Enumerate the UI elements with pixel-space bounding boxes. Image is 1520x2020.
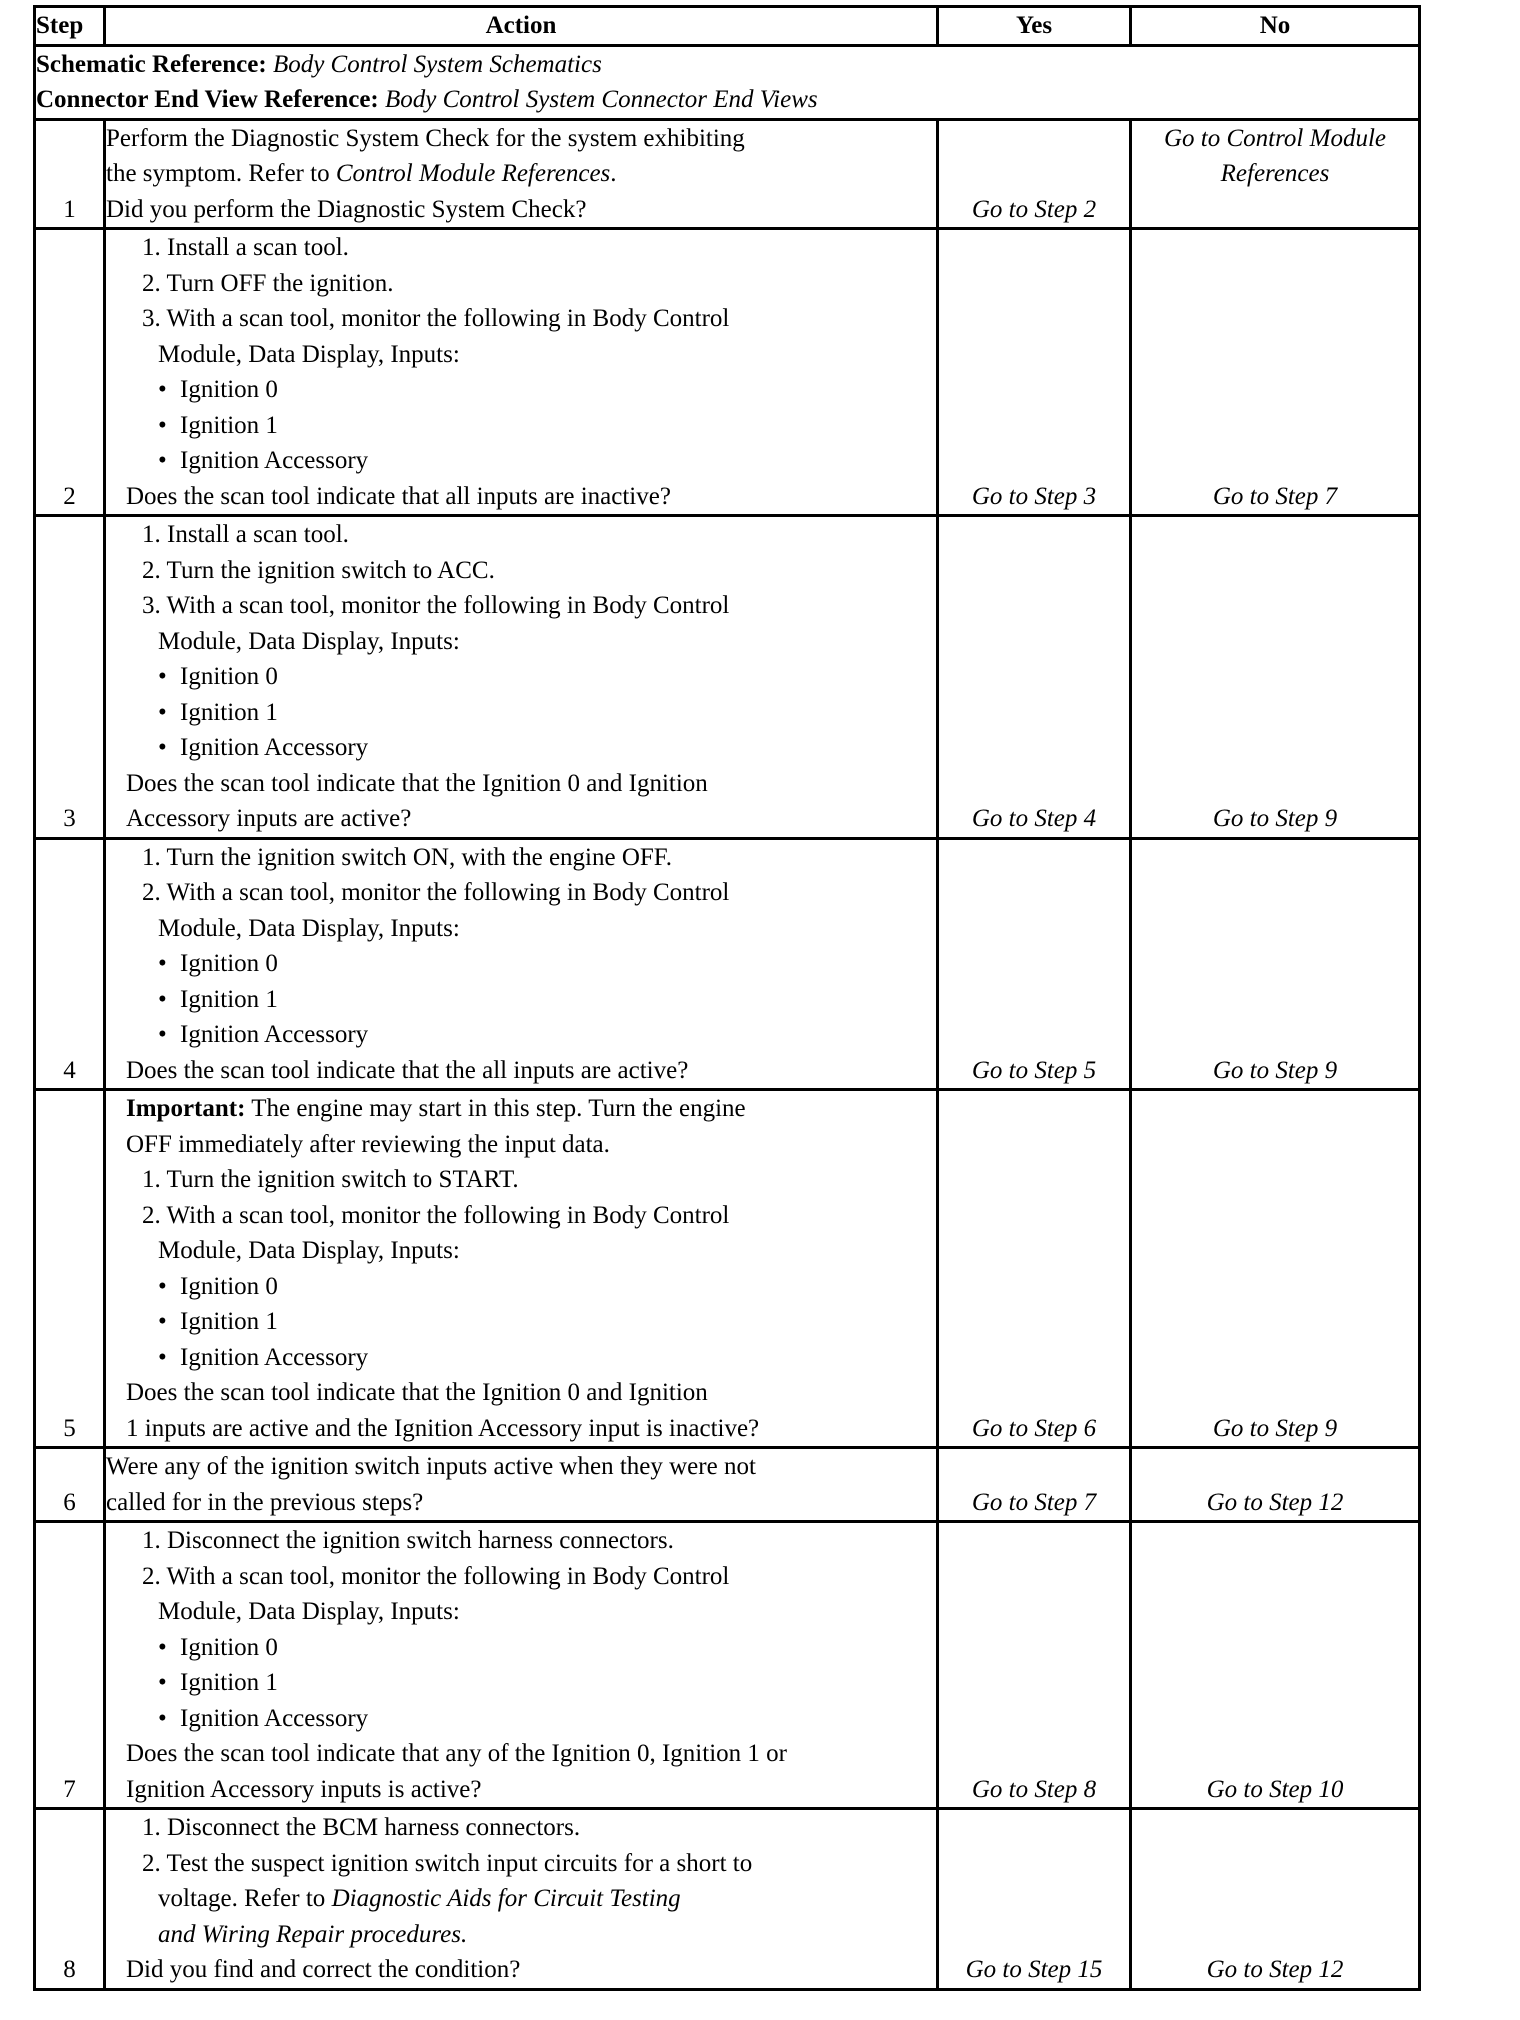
step-action bbox=[105, 1522, 938, 1809]
bullet-item: • Ignition Accessory bbox=[158, 1704, 369, 1732]
bullet-item: • Ignition 0 bbox=[158, 663, 278, 690]
yes-cell[interactable]: Go to Step 8 bbox=[938, 1522, 1131, 1809]
action-question: Does the scan tool indicate that any of the Ignition 0, Ignition 1 or bbox=[126, 1740, 787, 1767]
action-question: called for in the previous steps? bbox=[106, 1488, 424, 1516]
action-line: 3. With a scan tool, monitor the following in Body Control bbox=[142, 305, 730, 332]
step-action bbox=[105, 516, 938, 839]
bullet-text: Ignition 0 bbox=[180, 1633, 278, 1661]
action-line: 2. With a scan tool, monitor the following in Body Control bbox=[142, 1201, 730, 1229]
yes-cell[interactable]: Go to Step 4 bbox=[938, 516, 1131, 839]
no-line: References bbox=[1220, 160, 1330, 187]
step-number: 3 bbox=[35, 516, 105, 839]
table-row-step-4 bbox=[35, 838, 1420, 1090]
action-question: Did you perform the Diagnostic System Check? bbox=[106, 195, 587, 223]
bullet-item: • Ignition 1 bbox=[158, 1308, 278, 1335]
no-cell[interactable]: Go to Step 9 bbox=[1131, 838, 1420, 1090]
no-line: Go to Control Module bbox=[1164, 124, 1386, 152]
table-row-step-8 bbox=[35, 1809, 1420, 1990]
table-row-step-6 bbox=[35, 1448, 1420, 1522]
bullet-item: • Ignition Accessory bbox=[158, 447, 369, 474]
bullet-item: • Ignition 0 bbox=[158, 950, 278, 977]
step-action bbox=[105, 229, 938, 516]
important-note bbox=[106, 1091, 936, 1127]
action-line: 2. Turn OFF the ignition. bbox=[142, 269, 394, 297]
bullet-item: • Ignition 1 bbox=[158, 411, 278, 439]
step-number: 8 bbox=[35, 1809, 105, 1990]
header-no: No bbox=[1131, 7, 1420, 46]
bullet-item: • Ignition 1 bbox=[158, 698, 278, 726]
step-number: 7 bbox=[35, 1522, 105, 1809]
no-cell[interactable]: Go to Step 9 bbox=[1131, 516, 1420, 839]
action-question: Does the scan tool indicate that the Ignition 0 and Ignition bbox=[126, 769, 708, 797]
action-question: 1 inputs are active and the Ignition Accessory input is inactive? bbox=[126, 1414, 760, 1442]
action-line: 2. Test the suspect ignition switch input circuits for a short to bbox=[142, 1849, 753, 1877]
action-text: the symptom. Refer to bbox=[106, 160, 336, 187]
bullet-item: • Ignition 0 bbox=[158, 376, 278, 403]
header-yes: Yes bbox=[938, 7, 1131, 46]
important-label: Important: bbox=[126, 1095, 246, 1122]
bullet-item: • Ignition Accessory bbox=[158, 1343, 369, 1371]
action-question: Does the scan tool indicate that the all inputs are active? bbox=[126, 1056, 689, 1084]
action-line: Module, Data Display, Inputs: bbox=[158, 1598, 460, 1625]
schematic-ref-link[interactable]: Body Control System Schematics bbox=[272, 50, 602, 78]
yes-cell[interactable]: Go to Step 3 bbox=[938, 229, 1131, 516]
bullet-text: Ignition 1 bbox=[180, 985, 278, 1013]
bullet-item: • Ignition 1 bbox=[158, 985, 278, 1013]
action-question: Does the scan tool indicate that all inputs are inactive? bbox=[126, 482, 671, 510]
action-line: Module, Data Display, Inputs: bbox=[158, 1237, 460, 1264]
header-row bbox=[35, 7, 1420, 46]
action-question: Were any of the ignition switch inputs active when they were not bbox=[106, 1453, 756, 1480]
action-line: 1. Install a scan tool. bbox=[142, 521, 349, 548]
yes-cell[interactable]: Go to Step 2 bbox=[938, 119, 1131, 229]
action-line: Module, Data Display, Inputs: bbox=[158, 914, 460, 942]
action-line bbox=[106, 1917, 936, 1953]
bullet-text: Ignition Accessory bbox=[180, 447, 369, 474]
header-action: Action bbox=[105, 7, 938, 46]
yes-cell[interactable]: Go to Step 5 bbox=[938, 838, 1131, 1090]
reference-row bbox=[35, 45, 1420, 119]
table-row-step-2 bbox=[35, 229, 1420, 516]
step-number: 6 bbox=[35, 1448, 105, 1522]
table-row-step-7 bbox=[35, 1522, 1420, 1809]
bullet-text: Ignition 1 bbox=[180, 1308, 278, 1335]
bullet-text: Ignition Accessory bbox=[180, 1343, 369, 1371]
no-cell[interactable]: Go to Step 7 bbox=[1131, 229, 1420, 516]
step-action bbox=[105, 838, 938, 1090]
action-question: Accessory inputs are active? bbox=[126, 805, 412, 832]
step-number: 1 bbox=[35, 119, 105, 229]
no-cell[interactable]: Go to Step 9 bbox=[1131, 1090, 1420, 1448]
bullet-item: • Ignition 1 bbox=[158, 1669, 278, 1696]
step-action bbox=[105, 1448, 938, 1522]
action-line: 1. Disconnect the BCM harness connectors. bbox=[142, 1814, 581, 1841]
action-question: Does the scan tool indicate that the Ignition 0 and Ignition bbox=[126, 1379, 708, 1406]
connector-ref-link[interactable]: Body Control System Connector End Views bbox=[385, 86, 818, 113]
bullet-item: • Ignition Accessory bbox=[158, 1021, 369, 1048]
yes-cell[interactable]: Go to Step 7 bbox=[938, 1448, 1131, 1522]
action-line: Module, Data Display, Inputs: bbox=[158, 340, 460, 368]
bullet-item: • Ignition 0 bbox=[158, 1272, 278, 1300]
action-line: 1. Turn the ignition switch to START. bbox=[142, 1166, 519, 1193]
action-line: Module, Data Display, Inputs: bbox=[158, 627, 460, 655]
control-module-references-link[interactable]: Control Module References bbox=[335, 160, 611, 187]
action-line: 1. Turn the ignition switch ON, with the engine OFF. bbox=[142, 843, 672, 871]
bullet-text: Ignition 0 bbox=[180, 950, 278, 977]
action-line: 2. With a scan tool, monitor the following in Body Control bbox=[142, 1562, 730, 1590]
bullet-text: Ignition Accessory bbox=[180, 734, 369, 761]
bullet-text: Ignition 1 bbox=[180, 411, 278, 439]
bullet-item: • Ignition Accessory bbox=[158, 734, 369, 761]
action-line bbox=[106, 1881, 936, 1917]
important-text: OFF immediately after reviewing the input data. bbox=[126, 1130, 610, 1158]
action-line: 2. With a scan tool, monitor the following in Body Control bbox=[142, 879, 730, 906]
table-row-step-3 bbox=[35, 516, 1420, 839]
important-text: The engine may start in this step. Turn the engine bbox=[245, 1095, 746, 1122]
action-line: the symptom. Refer to Control Module References. bbox=[106, 160, 617, 187]
bullet-text: Ignition 1 bbox=[180, 698, 278, 726]
bullet-text: Ignition 1 bbox=[180, 1669, 278, 1696]
bullet-item: • Ignition 0 bbox=[158, 1633, 278, 1661]
step-number: 5 bbox=[35, 1090, 105, 1448]
no-cell[interactable]: Go to Step 12 bbox=[1131, 1448, 1420, 1522]
action-question: Did you find and correct the condition? bbox=[126, 1956, 521, 1983]
action-line: 1. Install a scan tool. bbox=[142, 234, 349, 261]
header-step: Step bbox=[35, 7, 105, 46]
no-cell[interactable] bbox=[1131, 119, 1420, 229]
schematic-ref-label: Schematic Reference: bbox=[36, 50, 267, 78]
no-cell[interactable]: Go to Step 10 bbox=[1131, 1522, 1420, 1809]
bullet-text: Ignition Accessory bbox=[180, 1704, 369, 1732]
step-number: 2 bbox=[35, 229, 105, 516]
action-text: voltage. Refer to bbox=[158, 1885, 332, 1912]
step-action bbox=[105, 119, 938, 229]
bullet-text: Ignition 0 bbox=[180, 1272, 278, 1300]
step-action bbox=[105, 1090, 938, 1448]
action-line: 3. With a scan tool, monitor the following in Body Control bbox=[142, 592, 730, 619]
action-line: Perform the Diagnostic System Check for the system exhibiting bbox=[106, 124, 745, 152]
yes-cell[interactable]: Go to Step 15 bbox=[938, 1809, 1131, 1990]
bullet-text: Ignition 0 bbox=[180, 376, 278, 403]
bullet-text: Ignition 0 bbox=[180, 663, 278, 690]
step-action bbox=[105, 1809, 938, 1990]
connector-ref-label: Connector End View Reference: bbox=[36, 86, 379, 113]
action-line: 2. Turn the ignition switch to ACC. bbox=[142, 556, 495, 584]
action-question: Ignition Accessory inputs is active? bbox=[126, 1775, 482, 1803]
diagnostic-table bbox=[33, 5, 1421, 1991]
no-cell[interactable]: Go to Step 12 bbox=[1131, 1809, 1420, 1990]
bullet-text: Ignition Accessory bbox=[180, 1021, 369, 1048]
table-row-step-1 bbox=[35, 119, 1420, 229]
reference-cell bbox=[35, 45, 1420, 119]
wiring-repair-link[interactable]: and Wiring Repair procedures. bbox=[158, 1920, 468, 1948]
diagnostic-aids-link[interactable]: Diagnostic Aids for Circuit Testing bbox=[331, 1885, 681, 1912]
table-row-step-5 bbox=[35, 1090, 1420, 1448]
yes-cell[interactable]: Go to Step 6 bbox=[938, 1090, 1131, 1448]
action-line: 1. Disconnect the ignition switch harness connectors. bbox=[142, 1527, 674, 1554]
step-number: 4 bbox=[35, 838, 105, 1090]
